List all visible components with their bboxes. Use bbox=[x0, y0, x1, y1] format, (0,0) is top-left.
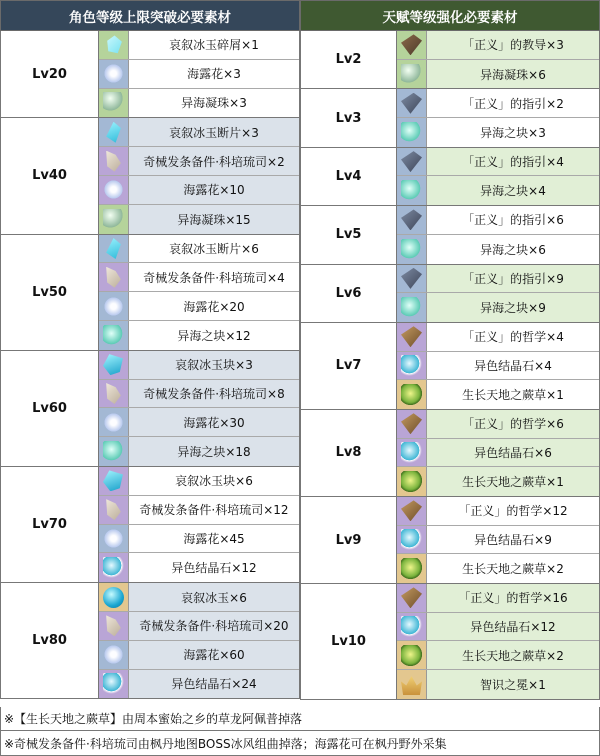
spring-icon bbox=[103, 383, 124, 404]
material-row bbox=[99, 496, 299, 525]
footnote-spring: ※奇械发条备件·科培琉司由枫丹地图BOSS冰风组曲掉落；海露花可在枫丹野外采集 bbox=[0, 731, 600, 756]
material-icon-cell bbox=[99, 496, 129, 524]
level-label: Lv20 bbox=[1, 31, 99, 117]
spring-icon bbox=[103, 267, 124, 288]
material-row bbox=[397, 323, 599, 352]
material-name: 异色结晶石×12 bbox=[427, 613, 599, 641]
material-row bbox=[397, 641, 599, 670]
material-name: 哀叙冰玉块×3 bbox=[129, 351, 299, 379]
level-group-lv40 bbox=[0, 118, 300, 234]
level-label: Lv7 bbox=[301, 323, 397, 409]
material-name: 异海之块×6 bbox=[480, 242, 546, 257]
material-icon-cell bbox=[99, 118, 129, 146]
material-icon-cell bbox=[99, 408, 129, 436]
level-group-lv50 bbox=[0, 235, 300, 351]
block-icon bbox=[401, 297, 422, 318]
material-icon-cell bbox=[397, 380, 427, 409]
book-blue-icon bbox=[401, 209, 422, 230]
material-name: 「正义」的指引×9 bbox=[427, 265, 599, 293]
material-row bbox=[99, 525, 299, 554]
material-icon-cell bbox=[397, 410, 427, 438]
material-icon-cell bbox=[397, 31, 427, 59]
material-row bbox=[397, 410, 599, 439]
material-name: 生长天地之蕨草×2 bbox=[462, 562, 564, 577]
material-name: 「正义」的哲学×12 bbox=[458, 504, 568, 519]
level-group-lv6 bbox=[300, 265, 600, 323]
material-name: 哀叙冰玉×6 bbox=[129, 583, 299, 611]
material-icon-cell bbox=[99, 89, 129, 118]
material-row bbox=[99, 60, 299, 89]
book-blue-icon bbox=[401, 268, 422, 289]
material-icon-cell bbox=[99, 583, 129, 611]
material-name: 异海之块×4 bbox=[427, 176, 599, 205]
book-gold-icon bbox=[401, 326, 422, 347]
block-icon bbox=[103, 325, 124, 346]
level-label: Lv70 bbox=[1, 467, 99, 582]
level-group-lv10 bbox=[300, 584, 600, 700]
material-icon-cell bbox=[397, 497, 427, 525]
material-name: 「正义」的教导×3 bbox=[427, 31, 599, 59]
book-gold-icon bbox=[401, 587, 422, 608]
material-name: 「正义」的哲学×6 bbox=[427, 410, 599, 438]
ascension-body bbox=[0, 31, 300, 699]
material-icon-cell bbox=[99, 321, 129, 350]
material-list bbox=[397, 410, 599, 496]
level-group-lv4 bbox=[300, 148, 600, 206]
material-row bbox=[99, 670, 299, 699]
material-name: 「正义」的哲学×16 bbox=[427, 584, 599, 612]
material-row bbox=[397, 497, 599, 526]
crystal-icon bbox=[103, 557, 124, 578]
material-row bbox=[99, 205, 299, 234]
material-row bbox=[397, 118, 599, 147]
material-row bbox=[99, 147, 299, 176]
material-icon-cell bbox=[99, 670, 129, 699]
level-label: Lv6 bbox=[301, 265, 397, 322]
material-row bbox=[397, 31, 599, 60]
material-list bbox=[397, 148, 599, 205]
material-name: 哀叙冰玉块×6 bbox=[175, 474, 253, 489]
level-label: Lv60 bbox=[1, 351, 99, 466]
level-group-lv3 bbox=[300, 89, 600, 147]
spring-icon bbox=[103, 499, 124, 520]
material-name: 异色结晶石×9 bbox=[474, 533, 552, 548]
material-row bbox=[397, 265, 599, 294]
material-row bbox=[99, 118, 299, 147]
material-icon-cell bbox=[397, 554, 427, 583]
pearl-icon bbox=[103, 92, 124, 113]
material-icon-cell bbox=[397, 89, 427, 117]
material-name: 海露花×60 bbox=[129, 641, 299, 669]
book-blue-icon bbox=[401, 151, 422, 172]
level-group-lv9 bbox=[300, 497, 600, 584]
flower-icon bbox=[103, 296, 124, 317]
level-label: Lv9 bbox=[301, 497, 397, 583]
material-icon-cell bbox=[99, 641, 129, 669]
material-icon-cell bbox=[397, 118, 427, 147]
flower-icon bbox=[103, 528, 124, 549]
flower-icon bbox=[103, 644, 124, 665]
level-label: Lv50 bbox=[1, 235, 99, 350]
material-icon-cell bbox=[397, 293, 427, 322]
grass-icon bbox=[401, 558, 422, 579]
flower-icon bbox=[103, 179, 124, 200]
crystal-icon bbox=[401, 616, 422, 637]
material-icon-cell bbox=[397, 439, 427, 467]
material-name: 异色结晶石×12 bbox=[171, 561, 257, 576]
level-group-lv80 bbox=[0, 583, 300, 699]
level-label: Lv4 bbox=[301, 148, 397, 205]
material-row bbox=[397, 526, 599, 555]
crystal-icon bbox=[401, 442, 422, 463]
crystal-icon bbox=[401, 529, 422, 550]
material-row bbox=[99, 263, 299, 292]
material-row bbox=[397, 293, 599, 322]
material-list bbox=[99, 583, 299, 698]
block-icon bbox=[103, 441, 124, 462]
material-name: 海露花×45 bbox=[183, 531, 245, 546]
material-icon-cell bbox=[397, 670, 427, 699]
crystal-icon bbox=[103, 673, 124, 694]
material-icon-cell bbox=[99, 147, 129, 175]
chunk-icon bbox=[103, 354, 124, 375]
material-name: 「正义」的指引×6 bbox=[462, 213, 564, 228]
material-row bbox=[99, 31, 299, 60]
material-icon-cell bbox=[99, 176, 129, 204]
book-gold-icon bbox=[401, 413, 422, 434]
talent-panel bbox=[300, 0, 600, 700]
material-name: 「正义」的指引×2 bbox=[462, 96, 564, 111]
material-icon-cell bbox=[99, 467, 129, 495]
material-list bbox=[99, 351, 299, 466]
material-list bbox=[397, 206, 599, 263]
level-group-lv8 bbox=[300, 410, 600, 497]
material-icon-cell bbox=[99, 380, 129, 408]
block-icon bbox=[401, 122, 422, 143]
material-name: 异海凝珠×15 bbox=[129, 205, 299, 234]
chunk-icon bbox=[103, 470, 124, 491]
material-name: 哀叙冰玉碎屑×1 bbox=[169, 38, 259, 53]
material-icon-cell bbox=[99, 612, 129, 640]
material-row bbox=[99, 235, 299, 264]
spring-icon bbox=[103, 615, 124, 636]
material-name: 生长天地之蕨草×1 bbox=[427, 467, 599, 496]
material-name: 奇械发条备件·科培琉司×20 bbox=[129, 612, 299, 640]
material-name: 智识之冕×1 bbox=[427, 670, 599, 699]
material-icon-cell bbox=[99, 60, 129, 88]
pearl-icon bbox=[103, 209, 124, 230]
material-row bbox=[397, 89, 599, 118]
material-name: 哀叙冰玉断片×3 bbox=[129, 118, 299, 146]
material-list bbox=[397, 89, 599, 146]
footnote-grass: ※【生长天地之蕨草】由周本蜜始之乡的草龙阿佩普掉落 bbox=[0, 707, 600, 731]
fragment-icon bbox=[103, 122, 124, 143]
material-icon-cell bbox=[397, 60, 427, 89]
level-label: Lv10 bbox=[301, 584, 397, 699]
material-icon-cell bbox=[397, 176, 427, 205]
grass-icon bbox=[401, 384, 422, 405]
flower-icon bbox=[103, 63, 124, 84]
material-row bbox=[99, 467, 299, 496]
material-icon-cell bbox=[397, 206, 427, 234]
material-row bbox=[397, 439, 599, 468]
material-icon-cell bbox=[397, 613, 427, 641]
material-name: 奇械发条备件·科培琉司×4 bbox=[143, 270, 285, 285]
material-row bbox=[99, 89, 299, 118]
material-name: 奇械发条备件·科培琉司×12 bbox=[139, 503, 289, 518]
material-name: 「正义」的指引×4 bbox=[427, 148, 599, 176]
level-group-lv7 bbox=[300, 323, 600, 410]
book-green-icon bbox=[401, 34, 422, 55]
material-row bbox=[397, 352, 599, 381]
material-icon-cell bbox=[99, 205, 129, 234]
material-name: 异海之块×12 bbox=[177, 328, 251, 343]
material-row bbox=[397, 670, 599, 699]
ascension-panel bbox=[0, 0, 300, 699]
material-icon-cell bbox=[397, 148, 427, 176]
material-icon-cell bbox=[99, 31, 129, 59]
talent-header: 天赋等级强化必要素材 bbox=[300, 0, 600, 31]
material-icon-cell bbox=[397, 235, 427, 264]
material-row bbox=[397, 467, 599, 496]
level-group-lv20 bbox=[0, 31, 300, 118]
material-list bbox=[397, 265, 599, 322]
material-icon-cell bbox=[397, 323, 427, 351]
level-label: Lv8 bbox=[301, 410, 397, 496]
material-list bbox=[397, 497, 599, 583]
material-row bbox=[99, 380, 299, 409]
material-list bbox=[397, 584, 599, 699]
crystal-icon bbox=[401, 355, 422, 376]
material-name: 生长天地之蕨草×2 bbox=[427, 641, 599, 669]
material-icon-cell bbox=[99, 351, 129, 379]
book-blue-icon bbox=[401, 93, 422, 114]
material-row bbox=[99, 176, 299, 205]
gem-icon bbox=[103, 587, 124, 608]
material-row bbox=[99, 351, 299, 380]
grass-icon bbox=[401, 645, 422, 666]
material-row bbox=[397, 206, 599, 235]
material-icon-cell bbox=[397, 265, 427, 293]
material-row bbox=[397, 60, 599, 89]
material-name: 异海凝珠×6 bbox=[427, 60, 599, 89]
fragment-icon bbox=[103, 238, 124, 259]
pearl-icon bbox=[401, 64, 422, 85]
grass-icon bbox=[401, 471, 422, 492]
material-row bbox=[397, 176, 599, 205]
material-row bbox=[99, 612, 299, 641]
block-icon bbox=[401, 180, 422, 201]
spring-icon bbox=[103, 151, 124, 172]
material-icon-cell bbox=[99, 263, 129, 291]
material-list bbox=[99, 235, 299, 350]
material-icon-cell bbox=[397, 584, 427, 612]
material-row bbox=[99, 321, 299, 350]
material-icon-cell bbox=[397, 467, 427, 496]
material-name: 异色结晶石×4 bbox=[474, 358, 552, 373]
material-list bbox=[397, 323, 599, 409]
level-label: Lv3 bbox=[301, 89, 397, 146]
material-name: 生长天地之蕨草×1 bbox=[462, 388, 564, 403]
level-group-lv60 bbox=[0, 351, 300, 467]
book-gold-icon bbox=[401, 500, 422, 521]
material-name: 海露花×30 bbox=[129, 408, 299, 436]
material-row bbox=[397, 554, 599, 583]
material-row bbox=[397, 148, 599, 177]
material-row bbox=[99, 408, 299, 437]
level-group-lv2 bbox=[300, 31, 600, 89]
material-list bbox=[99, 118, 299, 233]
material-icon-cell bbox=[99, 525, 129, 553]
ascension-header: 角色等级上限突破必要素材 bbox=[0, 0, 300, 31]
material-name: 海露花×10 bbox=[129, 176, 299, 204]
material-name: 「正义」的哲学×4 bbox=[462, 330, 564, 345]
material-name: 异色结晶石×6 bbox=[427, 439, 599, 467]
material-row bbox=[397, 235, 599, 264]
material-row bbox=[99, 437, 299, 466]
level-label: Lv2 bbox=[301, 31, 397, 88]
material-list bbox=[397, 31, 599, 88]
material-row bbox=[397, 584, 599, 613]
material-name: 异海之块×18 bbox=[129, 437, 299, 466]
material-row bbox=[99, 641, 299, 670]
material-icon-cell bbox=[397, 641, 427, 669]
material-icon-cell bbox=[397, 352, 427, 380]
material-icon-cell bbox=[99, 553, 129, 582]
talent-body bbox=[300, 31, 600, 700]
level-group-lv5 bbox=[300, 206, 600, 264]
material-row bbox=[397, 613, 599, 642]
material-name: 哀叙冰玉断片×6 bbox=[169, 241, 259, 256]
block-icon bbox=[401, 239, 422, 260]
flower-icon bbox=[103, 412, 124, 433]
material-name: 奇械发条备件·科培琉司×8 bbox=[129, 380, 299, 408]
level-label: Lv5 bbox=[301, 206, 397, 263]
material-row bbox=[397, 380, 599, 409]
material-name: 海露花×3 bbox=[187, 67, 241, 82]
material-icon-cell bbox=[99, 292, 129, 320]
material-icon-cell bbox=[99, 437, 129, 466]
level-label: Lv80 bbox=[1, 583, 99, 698]
level-group-lv70 bbox=[0, 467, 300, 583]
material-name: 异海之块×3 bbox=[480, 125, 546, 140]
material-row bbox=[99, 292, 299, 321]
material-name: 异海凝珠×3 bbox=[181, 96, 247, 111]
material-name: 异色结晶石×24 bbox=[129, 670, 299, 699]
material-name: 奇械发条备件·科培琉司×2 bbox=[129, 147, 299, 175]
material-icon-cell bbox=[397, 526, 427, 554]
material-list bbox=[99, 31, 299, 117]
material-name: 海露花×20 bbox=[183, 299, 245, 314]
shard-icon bbox=[103, 34, 124, 55]
crown-icon bbox=[401, 674, 422, 695]
material-name: 异海之块×9 bbox=[427, 293, 599, 322]
material-row bbox=[99, 583, 299, 612]
material-icon-cell bbox=[99, 235, 129, 263]
material-row bbox=[99, 553, 299, 582]
material-list bbox=[99, 467, 299, 582]
level-label: Lv40 bbox=[1, 118, 99, 233]
